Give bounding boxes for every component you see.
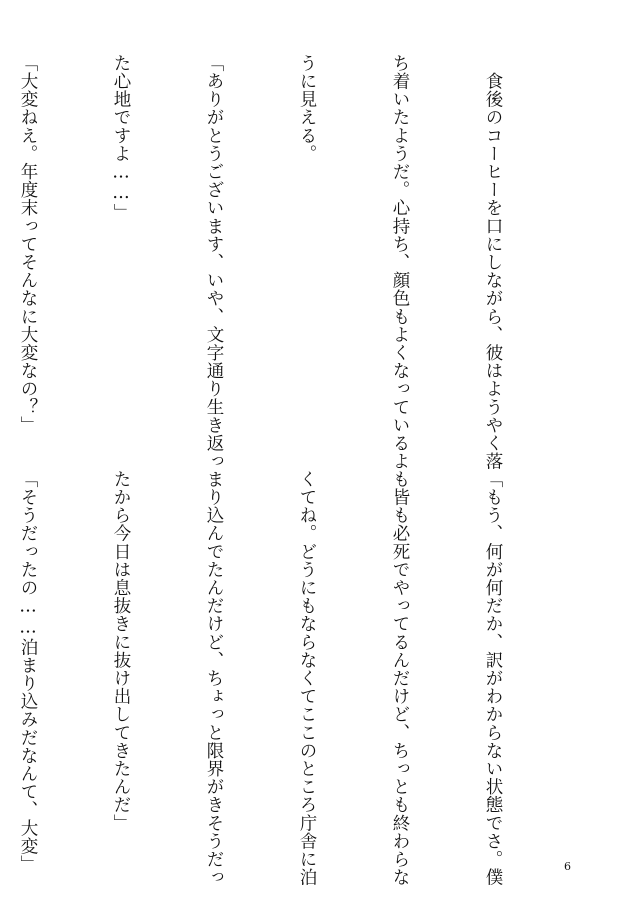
text-block-lower bbox=[18, 470, 570, 887]
text-line: まり込んでたんだけど、ちょっと限界がきそうだっ bbox=[204, 470, 224, 887]
text-block-upper bbox=[18, 54, 570, 471]
text-line: 「そうだったの……泊まり込みだなんて、大変」 bbox=[18, 470, 38, 874]
text-line: ち着いたようだ。心持ち、顔色もよくなっているよ bbox=[390, 54, 410, 471]
text-line: 「もう、何が何だか、訳がわからない状態でさ。僕 bbox=[483, 470, 503, 887]
page-number: 6 bbox=[564, 860, 571, 873]
text-line: くてね。どうにもならなくてここのところ庁舎に泊 bbox=[297, 470, 317, 887]
text-line: 食後のコーヒーを口にしながら、彼はようやく落 bbox=[483, 54, 503, 471]
text-line: た心地ですよ……」 bbox=[111, 54, 131, 222]
text-line: 「大変ねえ。年度末ってそんなに大変なの？」 bbox=[18, 54, 38, 435]
text-line: 「ありがとうございます、いや、文字通り生き返っ bbox=[204, 54, 224, 471]
text-line: たから今日は息抜きに抜け出してきたんだ」 bbox=[111, 470, 131, 832]
text-line: も皆も必死でやってるんだけど、ちっとも終わらな bbox=[390, 470, 410, 887]
text-line: うに見える。 bbox=[297, 54, 317, 163]
